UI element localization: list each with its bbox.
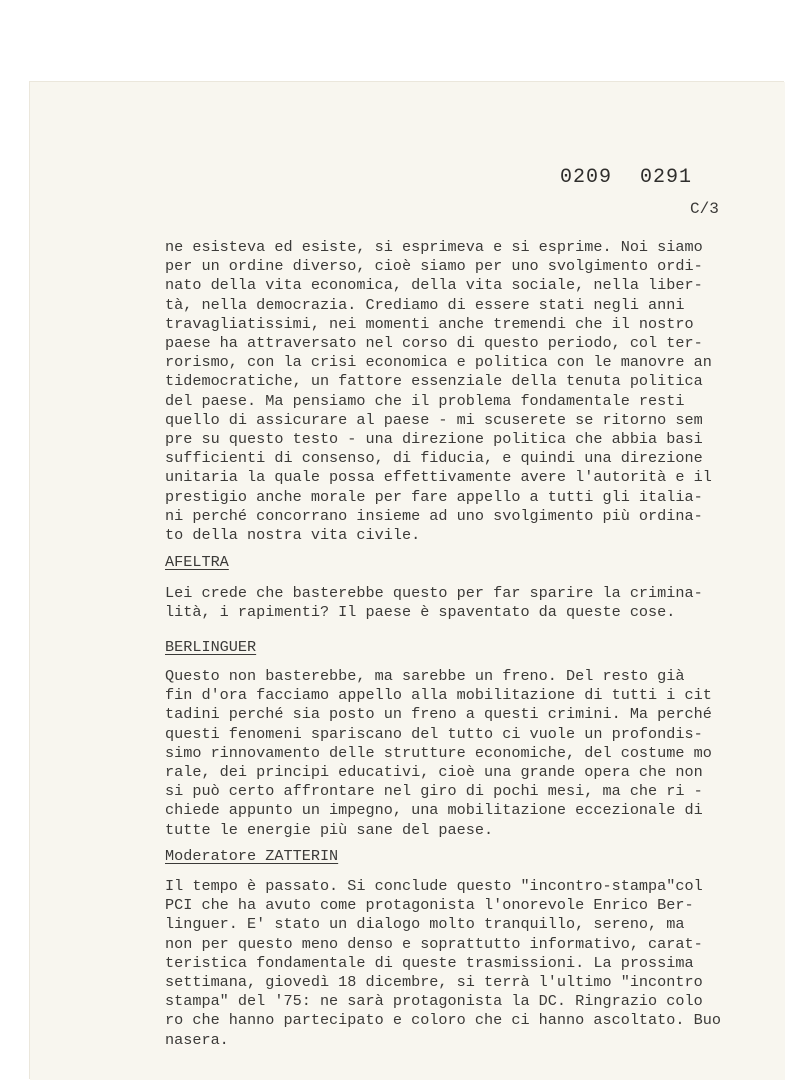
text-line: tidemocratiche, un fattore essenziale della tenuta politica — [165, 372, 703, 391]
text-line: ni perché concorrano insieme ad uno svolgimento più ordina- — [165, 506, 703, 525]
text-line: si può certo affrontare nel giro di pochi mesi, ma che ri - — [165, 782, 703, 801]
text-line: PCI che ha avuto come protagonista l'onorevole Enrico Ber- — [165, 896, 694, 915]
text-line: questi fenomeni spariscano del tutto ci vuole un profondis- — [165, 724, 703, 743]
text-line: tadini perché sia posto un freno a questi crimini. Ma perché — [165, 705, 712, 724]
text-line: tà, nella democrazia. Crediamo di essere stati negli anni — [165, 295, 685, 314]
text-line: ne esisteva ed esiste, si esprimeva e si esprime. Noi siamo — [165, 238, 703, 256]
text-line: prestigio anche morale per fare appello a tutti gli italia- — [165, 487, 703, 506]
text-line: fin d'ora facciamo appello alla mobilitazione di tutti i cit — [165, 686, 712, 705]
text-line: unitaria la quale possa effettivamente avere l'autorità e il — [165, 468, 712, 487]
text-line: nato della vita economica, della vita sociale, nella liber- — [165, 276, 703, 295]
text-line: Il tempo è passato. Si conclude questo "incontro-stampa"col — [165, 877, 703, 895]
text-line: stampa" del '75: ne sarà protagonista la DC. Ringrazio colo — [165, 992, 703, 1011]
text-line: non per questo meno denso e soprattutto informativo, carat- — [165, 934, 703, 953]
text-line: sufficienti di consenso, di fiducia, e quindi una direzione — [165, 449, 703, 468]
text-line: nasera. — [165, 1030, 229, 1049]
text-line: rale, dei principi educativi, cioè una grande opera che non — [165, 763, 703, 782]
text-line: Questo non basterebbe, ma sarebbe un freno. Del resto già — [165, 667, 685, 685]
text-line: quello di assicurare al paese - mi scuserete se ritorno sem — [165, 410, 703, 429]
text-line: pre su questo testo - una direzione politica che abbia basi — [165, 430, 703, 449]
archive-stamp-left: 0209 — [560, 166, 613, 189]
text-line: tutte le energie più sane del paese. — [165, 820, 494, 839]
paragraph-4 — [165, 877, 725, 1050]
text-line: Lei crede che basterebbe questo per far sparire la crimina- — [165, 584, 703, 602]
text-line: teristica fondamentale di queste trasmissioni. La prossima — [165, 953, 694, 972]
archive-stamp-right: 0291 — [640, 166, 693, 189]
text-line: settimana, giovedì 18 dicembre, si terrà l'ultimo "incontro — [165, 973, 703, 992]
paragraph-3 — [165, 667, 725, 840]
paragraph-1 — [165, 238, 725, 545]
page-reference: C/3 — [690, 200, 719, 218]
speaker-heading-zatterin: Moderatore ZATTERIN — [165, 847, 339, 865]
text-line: simo rinnovamento delle strutture economiche, del costume mo — [165, 743, 712, 762]
text-line: lità, i rapimenti? Il paese è spaventato da queste cose. — [165, 603, 676, 622]
text-line: ro che hanno partecipato e coloro che ci hanno ascoltato. Buo — [165, 1011, 721, 1030]
text-line: paese ha attraversato nel corso di questo periodo, col ter- — [165, 334, 703, 353]
text-line: linguer. E' stato un dialogo molto tranquillo, sereno, ma — [165, 915, 685, 934]
paragraph-2 — [165, 584, 725, 622]
speaker-heading-berlinguer: BERLINGUER — [165, 638, 257, 656]
text-line: rorismo, con la crisi economica e politica con le manovre an — [165, 353, 712, 372]
speaker-heading-afeltra: AFELTRA — [165, 553, 229, 571]
text-line: travagliatissimi, nei momenti anche tremendi che il nostro — [165, 314, 694, 333]
text-line: chiede appunto un impegno, una mobilitazione eccezionale di — [165, 801, 703, 820]
text-line: del paese. Ma pensiamo che il problema fondamentale resti — [165, 391, 685, 410]
text-line: to della nostra vita civile. — [165, 526, 421, 545]
text-line: per un ordine diverso, cioè siamo per uno svolgimento ordi- — [165, 257, 703, 276]
